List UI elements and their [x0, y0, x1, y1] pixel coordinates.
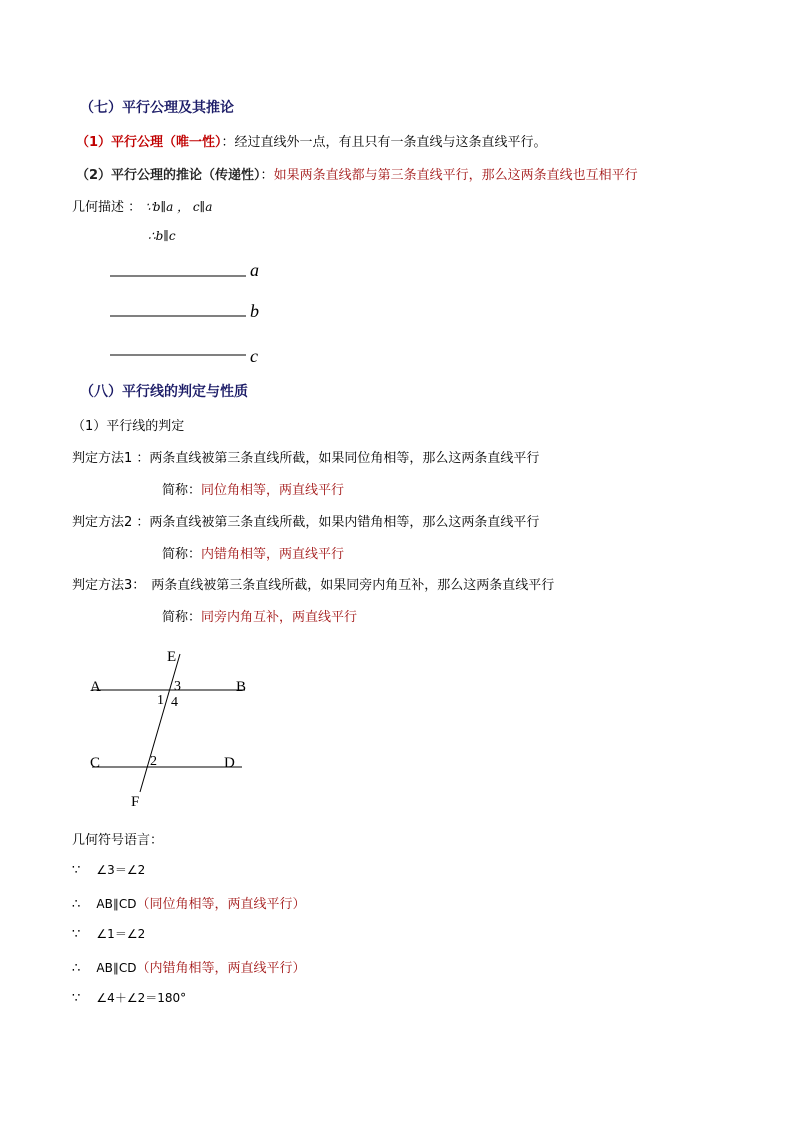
criteria-subtitle: （1）平行线的判定 — [72, 419, 185, 434]
proof-statement: AB∥CD — [96, 897, 137, 911]
line-c-label: c — [250, 346, 258, 366]
method-2-abbr-label: 简称： — [162, 547, 202, 562]
line-b-label: b — [250, 301, 259, 321]
angle-4-label: 4 — [171, 695, 178, 710]
transversal-figure — [80, 640, 260, 815]
method-1-abbr-label: 简称： — [162, 483, 202, 498]
method-2-label: 判定方法2 ： — [72, 515, 150, 530]
method-3-label: 判定方法3： — [72, 578, 146, 593]
method-1-text: 两条直线被第三条直线所截，如果同位角相等，那么这两条直线平行 — [149, 451, 540, 466]
line-ef — [140, 654, 180, 792]
corollary-sep: ： — [260, 168, 274, 183]
proof-line — [72, 989, 186, 1006]
proof-reason: （同位角相等，两直线平行） — [136, 897, 306, 912]
symbol-language-title: 几何符号语言： — [72, 833, 164, 848]
method-1 — [72, 447, 539, 466]
method-3-text: 两条直线被第三条直线所截，如果同旁内角互补，那么这两条直线平行 — [151, 578, 555, 593]
method-1-label: 判定方法1 ： — [72, 451, 150, 466]
section-7-title: （七）平行公理及其推论 — [80, 100, 234, 116]
proof-statement: AB∥CD — [96, 961, 137, 975]
method-1-abbr — [162, 479, 344, 498]
method-2 — [72, 511, 539, 530]
method-2-abbr — [162, 543, 344, 562]
proof-statement: ∠1＝∠2 — [96, 927, 146, 941]
section-8-title: （八）平行线的判定与性质 — [80, 384, 248, 400]
proof-symbol: ∴ — [72, 897, 81, 912]
parallel-axiom-text: ：经过直线外一点，有且只有一条直线与这条直线平行。 — [221, 135, 547, 150]
proof-line — [72, 925, 145, 942]
proof-line — [72, 893, 306, 912]
angle-1-label: 1 — [157, 693, 164, 708]
method-3-abbr — [162, 606, 357, 625]
point-a-label: A — [90, 679, 101, 695]
geo-desc-line — [72, 196, 212, 215]
point-e-label: E — [167, 649, 177, 665]
proof-statement: ∠3＝∠2 — [96, 863, 146, 877]
geo-desc-premise: ∵b∥a ， c∥a — [145, 200, 213, 214]
proof-symbol: ∵ — [72, 991, 81, 1006]
geo-desc-conclusion: ∴b∥c — [148, 229, 176, 243]
geo-desc-label: 几何描述 ： — [72, 200, 142, 215]
parallel-lines-figure — [100, 255, 280, 370]
proof-symbol: ∴ — [72, 961, 81, 976]
corollary-label: （2）平行公理的推论（传递性） — [76, 168, 261, 183]
method-2-abbr-text: 内错角相等，两直线平行 — [201, 547, 345, 562]
method-3 — [72, 574, 554, 593]
method-3-abbr-text: 同旁内角互补，两直线平行 — [201, 610, 358, 625]
method-3-abbr-label: 简称： — [162, 610, 202, 625]
proof-symbol: ∵ — [72, 863, 81, 878]
point-d-label: D — [224, 755, 235, 771]
proof-line — [72, 861, 145, 878]
proof-line — [72, 957, 306, 976]
method-1-abbr-text: 同位角相等，两直线平行 — [201, 483, 345, 498]
point-b-label: B — [236, 679, 247, 695]
point-c-label: C — [90, 755, 101, 771]
corollary-text: 如果两条直线都与第三条直线平行，那么这两条直线也互相平行 — [273, 168, 638, 183]
proof-symbol: ∵ — [72, 927, 81, 942]
method-2-text: 两条直线被第三条直线所截，如果内错角相等，那么这两条直线平行 — [149, 515, 540, 530]
angle-2-label: 2 — [150, 754, 157, 769]
proof-statement: ∠4＋∠2＝180° — [96, 991, 187, 1005]
line-a-label: a — [250, 260, 259, 280]
angle-3-label: 3 — [174, 679, 181, 694]
corollary-line — [76, 164, 638, 183]
point-f-label: F — [131, 794, 140, 810]
proof-reason: （内错角相等，两直线平行） — [136, 961, 306, 976]
parallel-axiom-label: （1）平行公理（唯一性） — [76, 135, 222, 150]
parallel-axiom-line — [76, 131, 547, 150]
